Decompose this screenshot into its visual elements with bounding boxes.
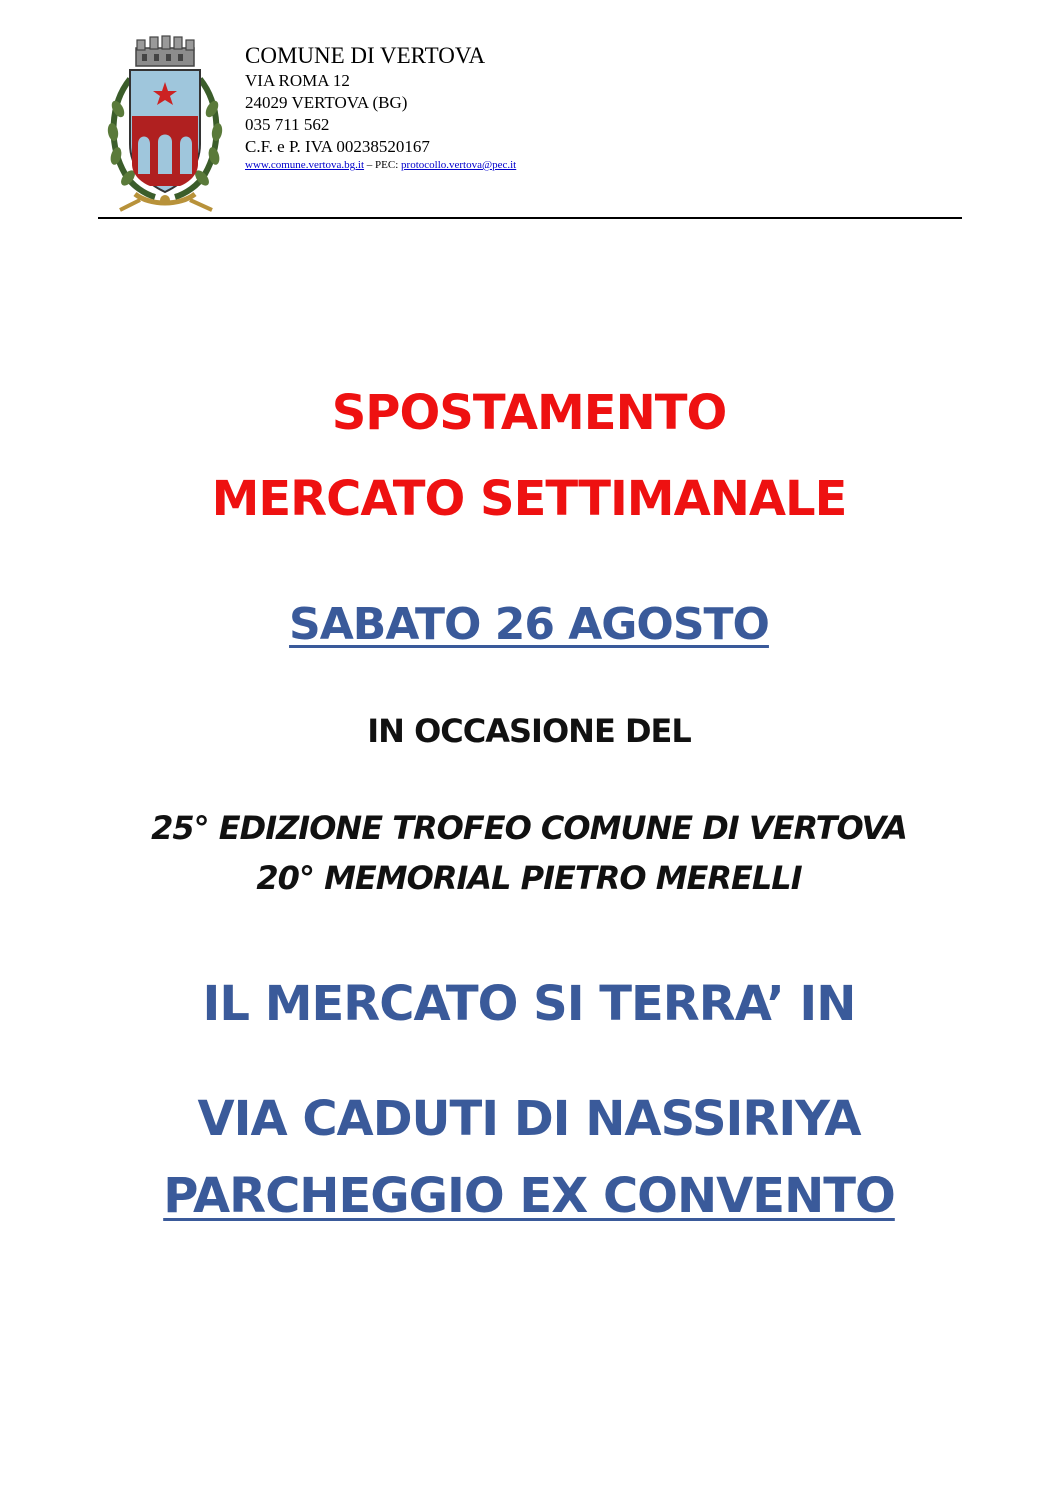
- occasion-text: IN OCCASIONE DEL: [367, 712, 691, 750]
- letterhead: [100, 34, 962, 218]
- title-line-1: SPOSTAMENTO: [331, 385, 727, 441]
- coat-of-arms-icon: [100, 34, 230, 212]
- pec-separator: – PEC:: [364, 159, 402, 171]
- header-divider: [98, 217, 962, 219]
- notice-date: SABATO 26 AGOSTO: [289, 599, 769, 650]
- event-line-2: 20° MEMORIAL PIETRO MERELLI: [256, 859, 802, 897]
- tax-id: C.F. e P. IVA 00238520167: [245, 137, 430, 156]
- event-line-1: 25° EDIZIONE TROFEO COMUNE DI VERTOVA: [151, 809, 907, 847]
- phone: 035 711 562: [245, 115, 330, 134]
- city: 24029 VERTOVA (BG): [245, 93, 408, 112]
- location-parking: PARCHEGGIO EX CONVENTO: [163, 1168, 895, 1224]
- letterhead-text: [245, 42, 516, 172]
- location-street: VIA CADUTI DI NASSIRIYA: [197, 1091, 861, 1147]
- contact-links: [245, 158, 516, 172]
- title-line-2: MERCATO SETTIMANALE: [211, 471, 847, 527]
- organization-name: COMUNE DI VERTOVA: [245, 43, 486, 68]
- pec-link[interactable]: protocollo.vertova@pec.it: [401, 159, 517, 171]
- location-intro: IL MERCATO SI TERRA’ IN: [202, 976, 856, 1032]
- address: VIA ROMA 12: [245, 71, 350, 90]
- website-link[interactable]: www.comune.vertova.bg.it: [245, 159, 365, 171]
